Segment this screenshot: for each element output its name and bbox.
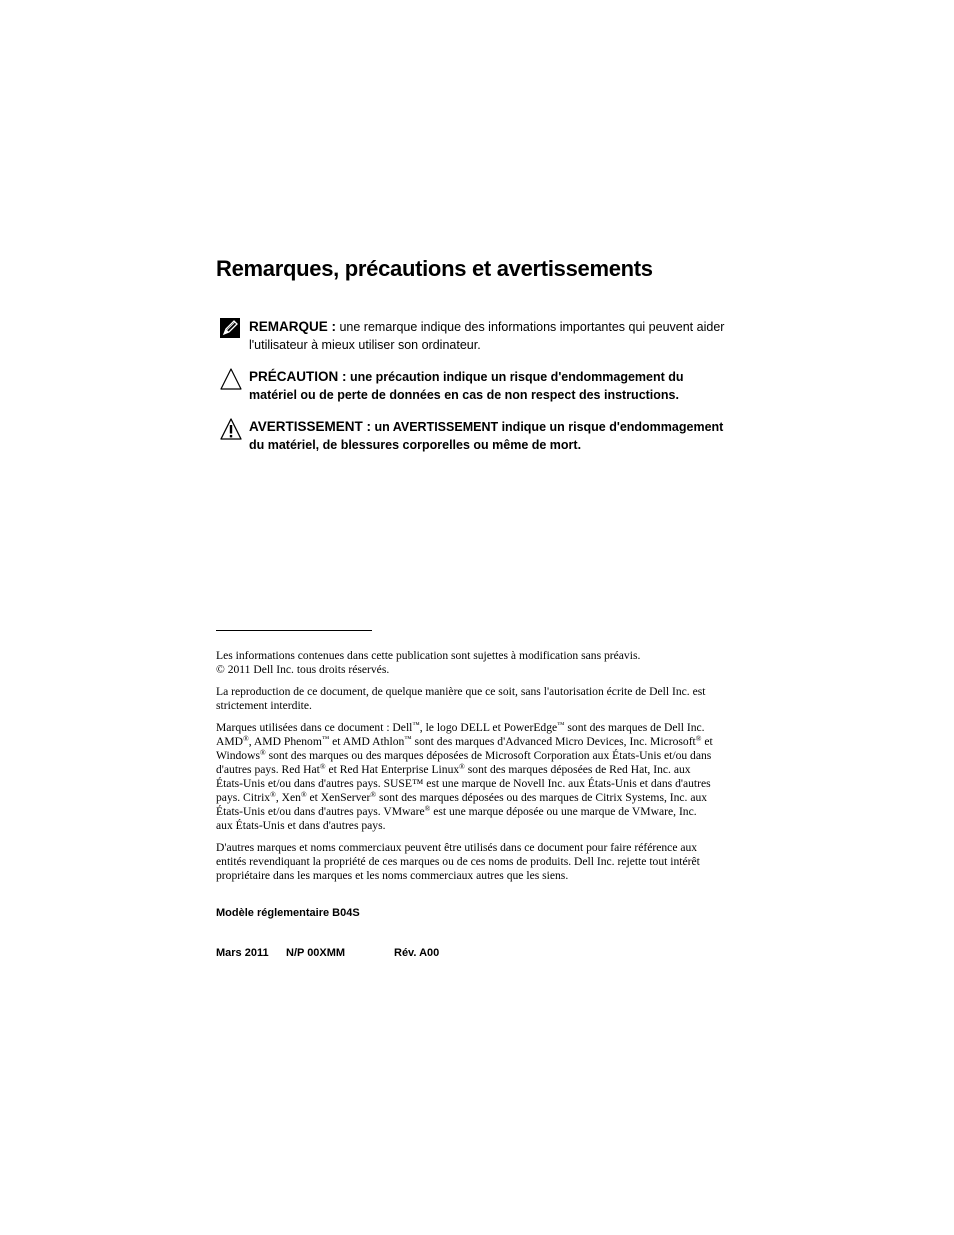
reg-symbol: ® (300, 790, 307, 799)
trademark-text: , le logo DELL et PowerEdge (419, 721, 558, 734)
warning-notice (216, 418, 726, 454)
other-marks-notice: D'autres marques et noms commerciaux peuvent être utilisés dans ce document pour faire référence aux entités revendiquant la propriété de ces marques ou de ces noms de produits. Dell Inc. rejette tout intérêt propriétaire dans les marques et les noms commerciaux autres que les siens. (216, 841, 700, 882)
trademark-text: et Windows (216, 735, 713, 762)
note-label: REMARQUE : (249, 319, 336, 334)
warning-text (249, 418, 726, 454)
footnote-separator (216, 630, 372, 631)
tm-symbol: ™ (412, 720, 420, 729)
warning-body: un AVERTISSEMENT indique un risque d'endommagement du matériel, de blessures corporelles ou même de mort. (249, 420, 724, 452)
trademark-text: sont des marques ou des marques déposées de Microsoft Corporation aux États-Unis et/ou dans d'autres pays. Red Hat (216, 749, 712, 776)
reg-symbol: ® (695, 734, 702, 743)
info-line: Les informations contenues dans cette publication sont sujettes à modification sans préavis. (216, 649, 641, 662)
pencil-note-icon (216, 318, 242, 342)
footer-revision: Rév. A00 (394, 947, 440, 959)
warning-exclamation-icon (216, 418, 242, 442)
note-notice (216, 318, 726, 354)
note-text (249, 318, 726, 354)
caution-body: une précaution indique un risque d'endommagement du matériel ou de perte de données en cas de non respect des instructions. (249, 370, 684, 402)
page-title: Remarques, précautions et avertissements (216, 256, 653, 281)
caution-triangle-icon (216, 368, 242, 392)
trademark-text: sont des marques de Dell Inc. AMD (216, 721, 705, 748)
caution-notice (216, 368, 726, 404)
trademark-text: , AMD Phenom (248, 735, 322, 748)
trademark-text: , Xen (275, 791, 301, 804)
tm-symbol: ™ (321, 734, 330, 743)
info-notice (216, 649, 716, 677)
trademark-text: est une marque déposée ou une marque de VMware, Inc. aux États-Unis et dans d'autres pays. (216, 805, 697, 832)
reg-symbol: ® (459, 762, 465, 771)
trademark-text: sont des marques déposées de Red Hat, Inc. aux États-Unis et/ou dans d'autres pays. SUSE™ est une marque de Novell Inc. aux États-Unis et dans d'autres pays. Citrix (216, 763, 711, 804)
trademark-text: et AMD Athlon (329, 735, 405, 748)
warning-label: AVERTISSEMENT : (249, 419, 372, 434)
reg-symbol: ® (243, 734, 249, 743)
reg-symbol: ® (424, 804, 431, 813)
reg-symbol: ® (370, 790, 377, 799)
reg-symbol: ® (270, 790, 276, 799)
trademark-text: sont des marques déposées ou des marques de Citrix Systems, Inc. aux États-Unis et/ou dans d'autres pays. VMware (216, 791, 708, 818)
copyright-line: © 2011 Dell Inc. tous droits réservés. (216, 663, 390, 676)
trademark-text: sont des marques d'Advanced Micro Devices, Inc. Microsoft (411, 735, 696, 748)
reg-symbol: ® (319, 762, 326, 771)
note-body: une remarque indique des informations importantes qui peuvent aider l'utilisateur à mieux utiliser son ordinateur. (249, 320, 725, 352)
reg-symbol: ® (259, 748, 266, 757)
footer-date: Mars 2011 (216, 947, 269, 959)
caution-label: PRÉCAUTION : (249, 369, 347, 384)
footer-part-number: N/P 00XMM (286, 947, 346, 959)
trademarks-notice (216, 721, 716, 833)
tm-symbol: ™ (557, 720, 565, 729)
trademark-text: et Red Hat Enterprise Linux (325, 763, 460, 776)
reproduction-notice: La reproduction de ce document, de quelque manière que ce soit, sans l'autorisation écrite de Dell Inc. est strictement interdite. (216, 685, 706, 712)
regulatory-model: Modèle réglementaire B04S (216, 907, 360, 919)
tm-symbol: ™ (404, 734, 412, 743)
trademark-text: et XenServer (306, 791, 371, 804)
caution-text (249, 368, 726, 404)
trademark-text: Marques utilisées dans ce document : Dell (216, 721, 413, 734)
